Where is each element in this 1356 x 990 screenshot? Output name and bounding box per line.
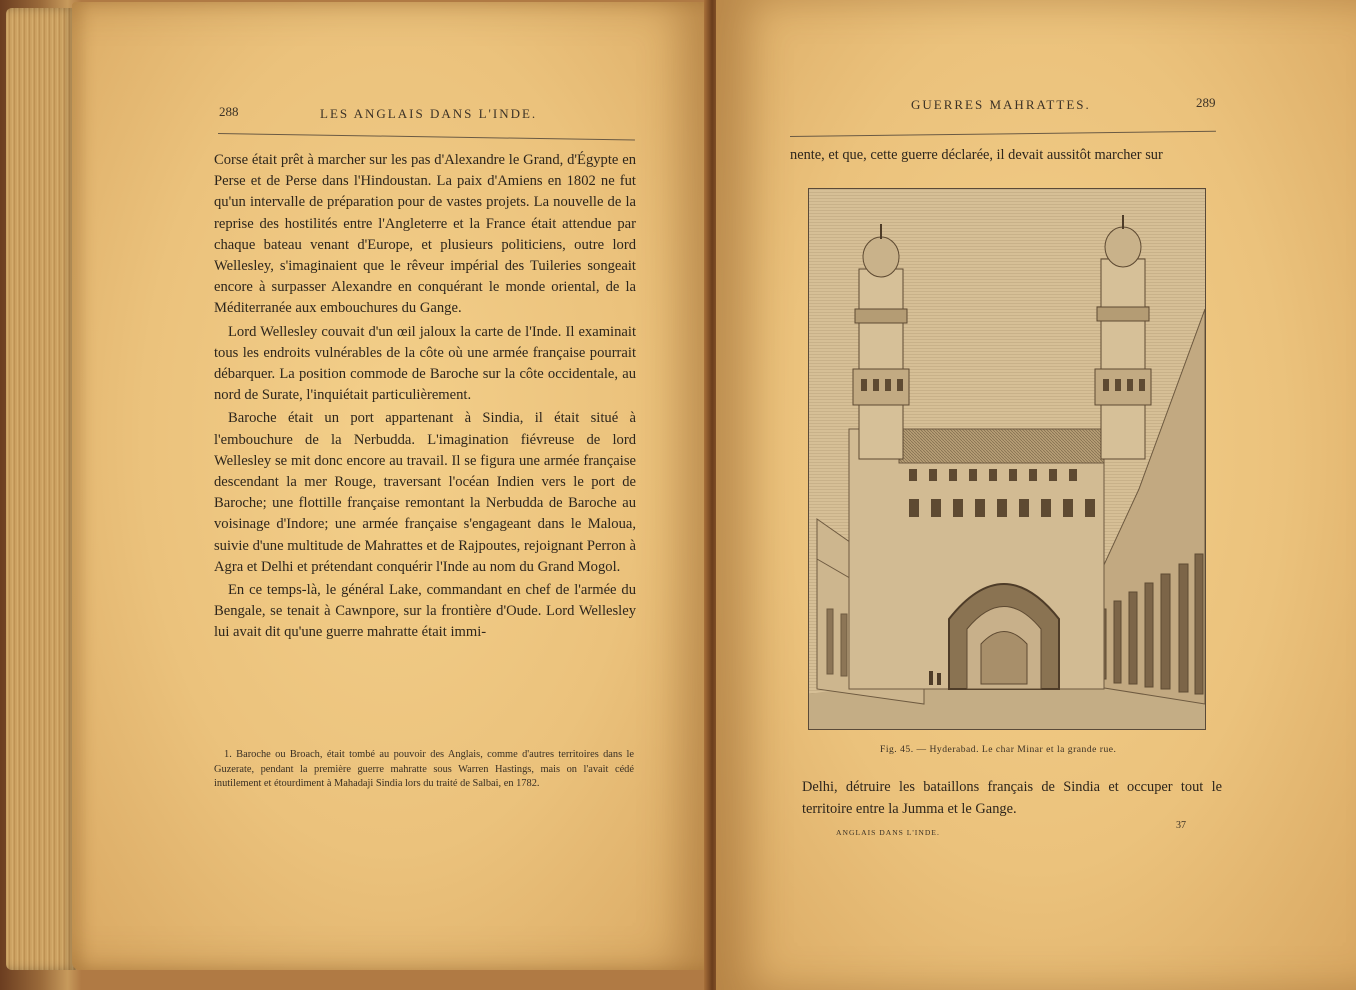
right-bottom-text: Delhi, détruire les bataillons français de Sindia et occuper tout le territoire entre la Jumma et le Gange. — [802, 779, 1222, 817]
charminar-engraving — [808, 188, 1206, 730]
paragraph: En ce temps-là, le général Lake, commandant en chef de l'armée du Bengale, se tenait à Cawnpore, sur la frontière d'Oude. Lord Wellesley lui avait dit qu'une guerre mahratte était immi- — [214, 582, 636, 641]
left-body-text — [214, 150, 636, 644]
right-page-number: 289 — [1196, 95, 1216, 110]
right-top-line: nente, et que, cette guerre déclarée, il devait aussitôt marcher sur — [790, 147, 1163, 163]
signature-label: ANGLAIS DANS L'INDE. — [836, 828, 940, 837]
page-edges — [6, 8, 76, 970]
right-running-head: GUERRES MAHRATTES. — [911, 97, 1091, 112]
paragraph: Corse était prêt à marcher sur les pas d'Alexandre le Grand, d'Égypte en Perse et de Perse dans l'Hindoustan. La paix d'Amiens en 1802 ne fut qu'un intervalle de préparation pour de vastes projets. La nouvelle de la reprise des hostilités entre l'Angleterre et la France était attendue par chaque bateau venant d'Europe, et plusieurs politiciens, outre lord Wellesley, s'imaginaient que le rêveur impérial des Tuileries songeait encore à surpasser Alexandre en conquérant le monde oriental, de la Méditerranée aux embouchures du Gange. — [214, 152, 636, 317]
left-footnote: 1. Baroche ou Broach, était tombé au pouvoir des Anglais, comme d'autres territoires dans le Guzerate, pendant la première guerre mahratte sous Warren Hastings, mais on l'avait cédé inutilement et étourdiment à Mahadaji Sindia lors du traité de Salbai, en 1782. — [214, 749, 634, 789]
signature-number: 37 — [1176, 820, 1186, 831]
left-running-head: LES ANGLAIS DANS L'INDE. — [320, 106, 538, 121]
engraving-drawing — [809, 189, 1205, 729]
figure-caption: Fig. 45. — Hyderabad. Le char Minar et la grande rue. — [880, 744, 1117, 755]
paragraph: Lord Wellesley couvait d'un œil jaloux la carte de l'Inde. Il examinait tous les endroits vulnérables de la côte où une armée française pourrait débarquer. La position commode de Baroche sur la côte occidentale, au nord de Surate, l'inquiétait particulièrement. — [214, 323, 636, 404]
paragraph: Baroche était un port appartenant à Sindia, il était situé à l'embouchure de la Nerbudda. L'imagination fiévreuse de lord Wellesley se mit donc encore au travail. Il se figura une armée française descendant la mer Rouge, traversant l'océan Indien vers le port de Baroche; une flottille française remontant la Nerbudda de Baroche au voisinage d'Indore; une armée française s'engageant dans le Maloua, suivie d'une multitude de Mahrattes et de Rajpoutes, rejoignant Perron à Agra et Delhi et prétendant conquérir l'Inde au nom du Grand Mogol. — [214, 410, 636, 575]
left-page-number: 288 — [219, 104, 239, 119]
